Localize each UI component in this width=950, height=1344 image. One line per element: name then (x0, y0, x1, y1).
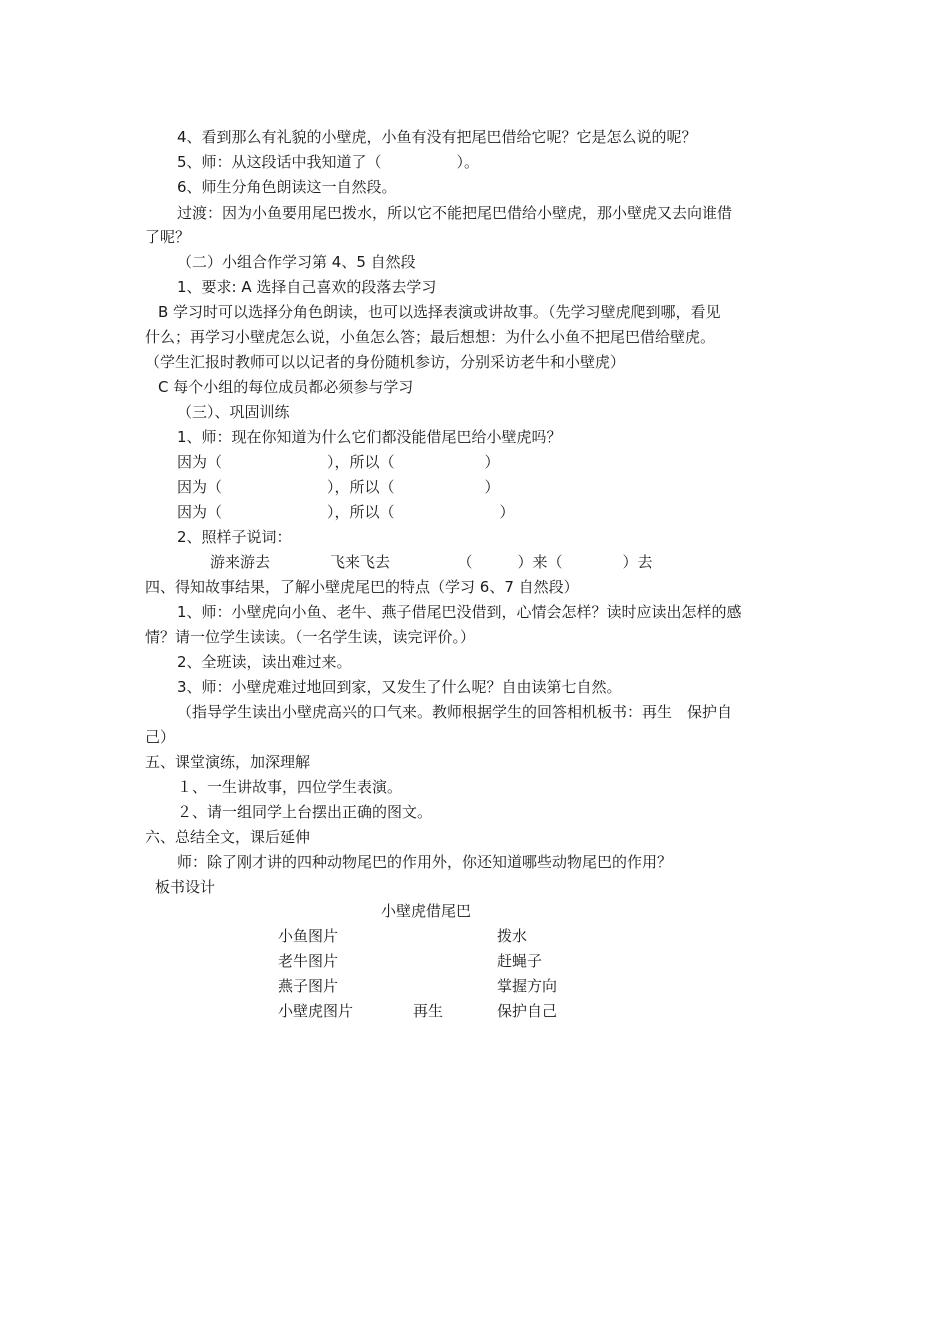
board-row-left: 小壁虎图片 (278, 1002, 354, 1020)
board-row-right: 掌握方向 (497, 977, 558, 995)
text-line: 1、师：现在你知道为什么它们都没能借尾巴给小壁虎吗？ (177, 428, 562, 446)
section-heading: 六、总结全文，课后延伸 (145, 828, 311, 846)
board-row-right: 拨水 (497, 927, 528, 945)
text-line: 游来游去 飞来飞去 （ ）来（ ）去 (210, 553, 653, 571)
text-line: B 学习时可以选择分角色朗读，也可以选择表演或讲故事。（先学习壁虎爬到哪，看见 (158, 303, 721, 321)
text-line: 3、师：小壁虎难过地回到家，又发生了什么呢？自由读第七自然。 (177, 678, 622, 696)
text-line: １、一生讲故事，四位学生表演。 (177, 778, 403, 796)
board-title: 小壁虎借尾巴 (381, 902, 472, 920)
text-line: 因为（ ），所以（ ） (177, 453, 500, 471)
text-line: 己） (145, 728, 176, 746)
text-line: 什么；再学习小壁虎怎么说，小鱼怎么答；最后想想：为什么小鱼不把尾巴借给壁虎。 (145, 328, 716, 346)
text-line: 情？请一位学生读读。（一名学生读，读完评价。） (145, 628, 476, 646)
board-row-left: 小鱼图片 (278, 927, 339, 945)
text-line: 2、照样子说词： (177, 528, 292, 546)
section-heading: （二）小组合作学习第 4、5 自然段 (177, 253, 416, 271)
text-line: C 每个小组的每位成员都必须参与学习 (158, 378, 414, 396)
board-row-left: 老牛图片 (278, 952, 339, 970)
section-heading: 五、课堂演练，加深理解 (145, 753, 311, 771)
board-row-left: 燕子图片 (278, 977, 339, 995)
section-heading: 四、得知故事结果，了解小壁虎尾巴的特点（学习 6、7 自然段） (145, 578, 579, 596)
text-line: 因为（ ），所以（ ） (177, 478, 500, 496)
text-line: 了呢？ (145, 228, 191, 246)
text-line: 1、要求: A 选择自己喜欢的段落去学习 (177, 278, 437, 296)
text-line: 因为（ ），所以（ ） (177, 503, 515, 521)
text-line: 4、看到那么有礼貌的小壁虎，小鱼有没有把尾巴借给它呢？它是怎么说的呢？ (177, 128, 697, 146)
board-row-right: 赶蝇子 (497, 952, 543, 970)
board-row-right: 保护自己 (497, 1002, 558, 1020)
text-line: 5、师：从这段话中我知道了（ ）。 (177, 153, 480, 171)
text-line: 2、全班读，读出难过来。 (177, 653, 352, 671)
text-line: ２、请一组同学上台摆出正确的图文。 (177, 803, 433, 821)
text-line: 师：除了刚才讲的四种动物尾巴的作用外，你还知道哪些动物尾巴的作用？ (177, 853, 673, 871)
text-line: 6、师生分角色朗读这一自然段。 (177, 178, 397, 196)
text-line: （指导学生读出小壁虎高兴的口气来。教师根据学生的回答相机板书：再生 保护自 (177, 703, 733, 721)
text-line: 过渡：因为小鱼要用尾巴拨水，所以它不能把尾巴借给小壁虎，那小壁虎又去向谁借 (177, 204, 733, 222)
section-heading: （三）、巩固训练 (177, 403, 290, 421)
board-design-heading: 板书设计 (155, 878, 216, 896)
text-line: （学生汇报时教师可以以记者的身份随机参访，分别采访老牛和小壁虎） (145, 353, 626, 371)
board-row-middle: 再生 (413, 1002, 444, 1020)
text-line: 1、师：小壁虎向小鱼、老牛、燕子借尾巴没借到，心情会怎样？读时应读出怎样的感 (177, 603, 742, 621)
